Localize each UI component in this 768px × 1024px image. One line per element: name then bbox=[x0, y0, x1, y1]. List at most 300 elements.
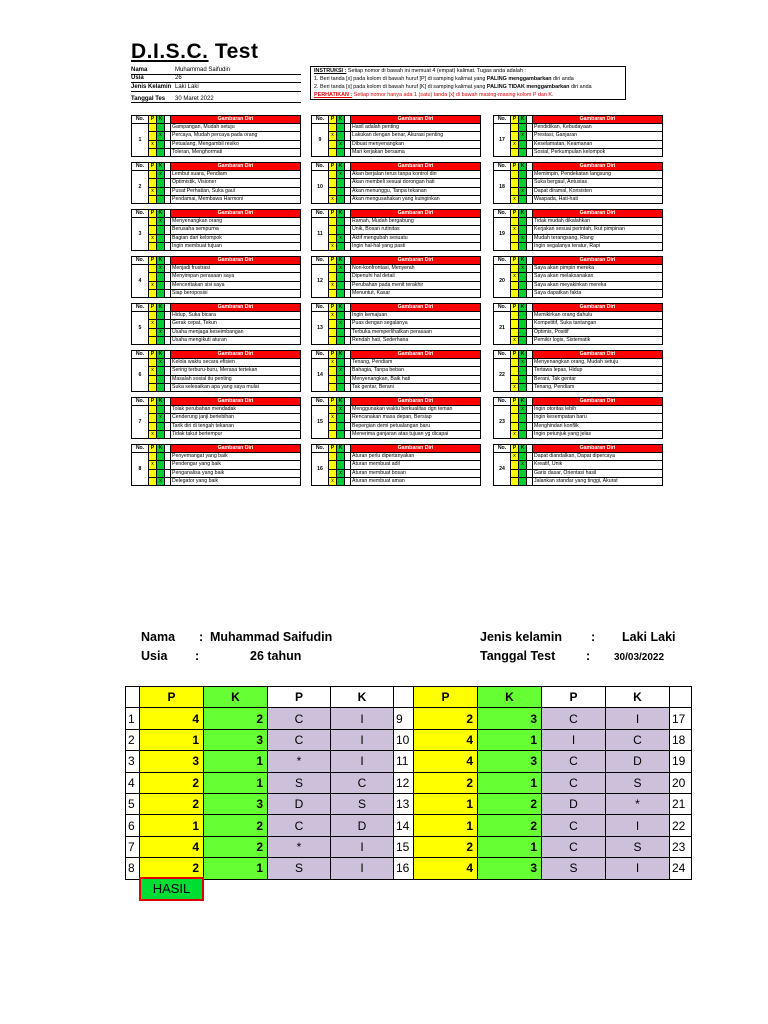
question-row bbox=[312, 265, 481, 273]
p-mark-cell[interactable] bbox=[329, 265, 337, 273]
instr-line1: 1. Beri tanda [x] pada kolom di bawah huruf [P] di samping kalimat yang bbox=[314, 76, 486, 82]
k-mark-cell[interactable] bbox=[157, 422, 165, 430]
instr-line1-emph: PALING menggambarkan bbox=[486, 76, 552, 82]
question-row bbox=[132, 359, 301, 367]
k-mark-cell[interactable] bbox=[337, 273, 345, 281]
k-mark-cell[interactable] bbox=[157, 336, 165, 344]
k-mark-cell[interactable] bbox=[519, 289, 527, 297]
p-mark-cell[interactable] bbox=[329, 226, 337, 234]
k-mark-cell[interactable] bbox=[519, 328, 527, 336]
question-row bbox=[494, 273, 663, 281]
question-number: 3 bbox=[132, 218, 149, 251]
instr-line2-end: diri anda bbox=[570, 84, 592, 90]
p-mark-cell[interactable] bbox=[329, 430, 337, 438]
k-mark-cell[interactable] bbox=[519, 320, 527, 328]
p-mark-cell[interactable] bbox=[149, 273, 157, 281]
question-row bbox=[312, 453, 481, 461]
k-mark-cell[interactable] bbox=[157, 461, 165, 469]
k-mark-cell[interactable]: x bbox=[157, 132, 165, 140]
p-mark-cell[interactable] bbox=[511, 414, 519, 422]
k-mark-cell[interactable] bbox=[519, 430, 527, 438]
k-mark-cell[interactable] bbox=[519, 218, 527, 226]
k-mark-cell[interactable] bbox=[337, 195, 345, 203]
k-mark-cell[interactable] bbox=[519, 124, 527, 132]
question-table bbox=[131, 256, 301, 298]
header-k: K bbox=[337, 351, 345, 359]
p-mark-cell[interactable] bbox=[149, 406, 157, 414]
k-mark-cell[interactable] bbox=[157, 273, 165, 281]
p-mark-cell[interactable] bbox=[149, 265, 157, 273]
p-mark-cell[interactable] bbox=[511, 367, 519, 375]
p-mark-cell[interactable] bbox=[511, 461, 519, 469]
question-row bbox=[494, 265, 663, 273]
k-mark-cell[interactable] bbox=[157, 383, 165, 391]
k-mark-cell[interactable] bbox=[157, 140, 165, 148]
k-mark-cell[interactable] bbox=[337, 312, 345, 320]
question-row bbox=[132, 273, 301, 281]
k-mark-cell[interactable] bbox=[337, 414, 345, 422]
k-mark-cell[interactable]: x bbox=[157, 265, 165, 273]
question-row bbox=[494, 226, 663, 234]
k-mark-cell[interactable] bbox=[519, 375, 527, 383]
k-mark-cell[interactable] bbox=[337, 226, 345, 234]
instr-intro: Setiap nomor di bawah ini memuat 4 (empat) kalimat. Tugas anda adalah : bbox=[347, 68, 526, 74]
p-mark-cell[interactable] bbox=[511, 281, 519, 289]
k-mark-cell[interactable] bbox=[337, 281, 345, 289]
p-mark-cell[interactable]: x bbox=[329, 414, 337, 422]
row-index: 7 bbox=[126, 836, 140, 857]
k-mark-cell[interactable]: x bbox=[519, 265, 527, 273]
k-mark-cell[interactable]: x bbox=[337, 406, 345, 414]
k-mark-cell[interactable]: x bbox=[157, 477, 165, 485]
p-mark-cell[interactable] bbox=[149, 414, 157, 422]
k-mark-cell[interactable] bbox=[337, 328, 345, 336]
p-mark-cell[interactable] bbox=[329, 367, 337, 375]
header-p: P bbox=[329, 116, 337, 124]
p-mark-cell[interactable] bbox=[149, 195, 157, 203]
k-type: I bbox=[331, 858, 394, 879]
question-header-row bbox=[494, 304, 663, 312]
p-mark-cell[interactable]: x bbox=[329, 281, 337, 289]
question-row bbox=[132, 328, 301, 336]
p-mark-cell[interactable] bbox=[511, 218, 519, 226]
header-p: P bbox=[149, 445, 157, 453]
k-mark-cell[interactable] bbox=[337, 242, 345, 250]
p-mark-cell[interactable] bbox=[329, 320, 337, 328]
k-count: 3 bbox=[478, 708, 542, 729]
statement-text: Saya akan melaksanakan bbox=[533, 273, 663, 281]
p-mark-cell[interactable]: x bbox=[149, 320, 157, 328]
k-mark-cell[interactable] bbox=[157, 469, 165, 477]
question-row bbox=[312, 406, 481, 414]
k-mark-cell[interactable] bbox=[519, 383, 527, 391]
k-mark-cell[interactable] bbox=[157, 195, 165, 203]
p-mark-cell[interactable] bbox=[149, 328, 157, 336]
results-row bbox=[126, 772, 692, 793]
k-mark-cell[interactable]: x bbox=[157, 328, 165, 336]
p-mark-cell[interactable] bbox=[511, 477, 519, 485]
p-mark-cell[interactable] bbox=[511, 289, 519, 297]
p-mark-cell[interactable] bbox=[329, 336, 337, 344]
question-header-row bbox=[494, 210, 663, 218]
k-mark-cell[interactable] bbox=[519, 148, 527, 156]
k-mark-cell[interactable] bbox=[519, 469, 527, 477]
statement-text: Aktif mengubah sesuatu bbox=[351, 234, 481, 242]
k-mark-cell[interactable]: x bbox=[519, 461, 527, 469]
statement-text: Saya akan meyakinkan mereka bbox=[533, 281, 663, 289]
k-mark-cell[interactable] bbox=[337, 124, 345, 132]
k-mark-cell[interactable] bbox=[157, 367, 165, 375]
header-desc: Gambaran Diri bbox=[351, 398, 481, 406]
p-mark-cell[interactable] bbox=[511, 422, 519, 430]
question-row bbox=[132, 234, 301, 242]
question-header-row bbox=[132, 304, 301, 312]
p-mark-cell[interactable]: x bbox=[511, 140, 519, 148]
statement-text: Ingin otoritas lebih bbox=[533, 406, 663, 414]
results-header-cell: P bbox=[414, 687, 478, 708]
k-mark-cell[interactable] bbox=[337, 375, 345, 383]
p-mark-cell[interactable]: x bbox=[329, 195, 337, 203]
header-desc: Gambaran Diri bbox=[351, 210, 481, 218]
p-mark-cell[interactable] bbox=[329, 124, 337, 132]
k-mark-cell[interactable] bbox=[519, 171, 527, 179]
p-mark-cell[interactable]: x bbox=[511, 430, 519, 438]
p-mark-cell[interactable] bbox=[149, 453, 157, 461]
p-mark-cell[interactable] bbox=[329, 179, 337, 187]
question-row bbox=[494, 406, 663, 414]
k-mark-cell[interactable] bbox=[157, 148, 165, 156]
k-mark-cell[interactable] bbox=[157, 242, 165, 250]
header-no: No. bbox=[312, 116, 329, 124]
statement-text: Ingin kemajuan bbox=[351, 312, 481, 320]
header-no: No. bbox=[312, 257, 329, 265]
p-mark-cell[interactable] bbox=[149, 148, 157, 156]
statement-text: Optimistik, Visioner bbox=[171, 179, 301, 187]
p-mark-cell[interactable] bbox=[511, 242, 519, 250]
k-mark-cell[interactable] bbox=[337, 179, 345, 187]
k-mark-cell[interactable] bbox=[157, 406, 165, 414]
results-row bbox=[126, 708, 692, 729]
p-mark-cell[interactable] bbox=[511, 359, 519, 367]
k-mark-cell[interactable] bbox=[337, 359, 345, 367]
k-mark-cell[interactable] bbox=[337, 148, 345, 156]
p-mark-cell[interactable] bbox=[329, 140, 337, 148]
header-k: K bbox=[519, 163, 527, 171]
p-mark-cell[interactable] bbox=[149, 289, 157, 297]
question-row bbox=[132, 242, 301, 250]
k-mark-cell[interactable] bbox=[337, 132, 345, 140]
p-mark-cell[interactable] bbox=[149, 312, 157, 320]
question-row bbox=[132, 132, 301, 140]
p-mark-cell[interactable] bbox=[149, 336, 157, 344]
question-row bbox=[494, 453, 663, 461]
question-table bbox=[131, 303, 301, 345]
p-mark-cell[interactable]: x bbox=[149, 234, 157, 242]
p-mark-cell[interactable] bbox=[329, 234, 337, 242]
statement-text: Masalah sosial itu penting bbox=[171, 375, 301, 383]
p-mark-cell[interactable]: x bbox=[511, 226, 519, 234]
results-header-row bbox=[126, 687, 692, 708]
p-mark-cell[interactable] bbox=[149, 375, 157, 383]
k-mark-cell[interactable] bbox=[519, 242, 527, 250]
k-mark-cell[interactable]: x bbox=[337, 265, 345, 273]
statement-text: Percaya, Mudah percaya pada orang bbox=[171, 132, 301, 140]
statement-text: Mudah terangsang, Riang bbox=[533, 234, 663, 242]
k-mark-cell[interactable]: x bbox=[157, 218, 165, 226]
header-k: K bbox=[519, 116, 527, 124]
k-mark-cell[interactable]: x bbox=[519, 132, 527, 140]
header-p: P bbox=[329, 398, 337, 406]
k-mark-cell[interactable] bbox=[337, 289, 345, 297]
statement-text: Pusat Perhatian, Suka gaul bbox=[171, 187, 301, 195]
info-row bbox=[131, 66, 301, 75]
question-table bbox=[493, 444, 663, 486]
p-mark-cell[interactable]: x bbox=[329, 132, 337, 140]
k-mark-cell[interactable] bbox=[157, 124, 165, 132]
p-mark-cell[interactable] bbox=[149, 422, 157, 430]
k-mark-cell[interactable] bbox=[337, 218, 345, 226]
row-index: 20 bbox=[670, 772, 692, 793]
k-mark-cell[interactable] bbox=[519, 273, 527, 281]
p-mark-cell[interactable]: x bbox=[149, 140, 157, 148]
k-mark-cell[interactable] bbox=[337, 383, 345, 391]
k-mark-cell[interactable] bbox=[519, 195, 527, 203]
p-mark-cell[interactable] bbox=[511, 148, 519, 156]
k-mark-cell[interactable] bbox=[519, 281, 527, 289]
p-mark-cell[interactable] bbox=[511, 132, 519, 140]
k-mark-cell[interactable]: x bbox=[519, 359, 527, 367]
question-number: 8 bbox=[132, 453, 149, 486]
p-mark-cell[interactable]: x bbox=[511, 336, 519, 344]
p-mark-cell[interactable] bbox=[329, 375, 337, 383]
question-header-row bbox=[494, 351, 663, 359]
p-mark-cell[interactable] bbox=[329, 148, 337, 156]
k-mark-cell[interactable]: x bbox=[519, 234, 527, 242]
row-index: 17 bbox=[670, 708, 692, 729]
k-mark-cell[interactable] bbox=[337, 336, 345, 344]
row-index: 5 bbox=[126, 793, 140, 814]
k-mark-cell[interactable] bbox=[519, 140, 527, 148]
p-mark-cell[interactable] bbox=[149, 132, 157, 140]
header-desc: Gambaran Diri bbox=[351, 445, 481, 453]
question-row bbox=[494, 375, 663, 383]
k-mark-cell[interactable] bbox=[519, 453, 527, 461]
k-mark-cell[interactable]: x bbox=[337, 469, 345, 477]
p-mark-cell[interactable] bbox=[511, 469, 519, 477]
p-mark-cell[interactable] bbox=[149, 218, 157, 226]
k-mark-cell[interactable] bbox=[157, 234, 165, 242]
p-mark-cell[interactable] bbox=[149, 226, 157, 234]
p-mark-cell[interactable] bbox=[329, 453, 337, 461]
p-mark-cell[interactable]: x bbox=[329, 312, 337, 320]
k-mark-cell[interactable]: x bbox=[337, 140, 345, 148]
p-mark-cell[interactable] bbox=[149, 124, 157, 132]
k-mark-cell[interactable] bbox=[519, 312, 527, 320]
p-mark-cell[interactable] bbox=[149, 383, 157, 391]
p-mark-cell[interactable] bbox=[329, 383, 337, 391]
identity-block bbox=[131, 66, 301, 103]
k-mark-cell[interactable]: x bbox=[337, 171, 345, 179]
k-mark-cell[interactable] bbox=[519, 477, 527, 485]
p-mark-cell[interactable] bbox=[329, 289, 337, 297]
p-count: 2 bbox=[414, 772, 478, 793]
question-row bbox=[494, 336, 663, 344]
question-header-row bbox=[132, 445, 301, 453]
k-mark-cell[interactable] bbox=[519, 422, 527, 430]
k-mark-cell[interactable] bbox=[519, 336, 527, 344]
question-header-row bbox=[494, 116, 663, 124]
k-count: 1 bbox=[478, 836, 542, 857]
p-mark-cell[interactable] bbox=[511, 406, 519, 414]
p-mark-cell[interactable]: x bbox=[511, 383, 519, 391]
p-mark-cell[interactable] bbox=[511, 124, 519, 132]
question-row bbox=[494, 312, 663, 320]
header-no: No. bbox=[312, 163, 329, 171]
k-mark-cell[interactable] bbox=[337, 477, 345, 485]
k-mark-cell[interactable] bbox=[157, 187, 165, 195]
k-mark-cell[interactable] bbox=[157, 179, 165, 187]
header-k: K bbox=[157, 304, 165, 312]
k-count: 1 bbox=[478, 772, 542, 793]
hasil-button[interactable]: HASIL bbox=[139, 877, 204, 901]
statement-text: Terbuka memperlihatkan perasaan bbox=[351, 328, 481, 336]
p-count: 2 bbox=[414, 708, 478, 729]
k-count: 2 bbox=[204, 815, 268, 836]
question-number: 20 bbox=[494, 265, 511, 298]
question-header-row bbox=[312, 398, 481, 406]
k-mark-cell[interactable] bbox=[157, 226, 165, 234]
p-mark-cell[interactable] bbox=[511, 171, 519, 179]
p-mark-cell[interactable] bbox=[329, 422, 337, 430]
k-mark-cell[interactable]: x bbox=[519, 187, 527, 195]
header-k: K bbox=[157, 210, 165, 218]
p-mark-cell[interactable]: x bbox=[149, 281, 157, 289]
p-mark-cell[interactable]: x bbox=[329, 242, 337, 250]
question-row bbox=[132, 406, 301, 414]
p-mark-cell[interactable]: x bbox=[149, 367, 157, 375]
p-mark-cell[interactable]: x bbox=[329, 359, 337, 367]
statement-text: Puas dengan segalanya bbox=[351, 320, 481, 328]
k-mark-cell[interactable]: x bbox=[157, 171, 165, 179]
k-mark-cell[interactable] bbox=[157, 312, 165, 320]
k-mark-cell[interactable] bbox=[157, 289, 165, 297]
p-mark-cell[interactable] bbox=[511, 187, 519, 195]
k-mark-cell[interactable] bbox=[337, 461, 345, 469]
p-mark-cell[interactable] bbox=[511, 179, 519, 187]
p-mark-cell[interactable]: x bbox=[511, 195, 519, 203]
header-k: K bbox=[157, 445, 165, 453]
p-mark-cell[interactable] bbox=[149, 477, 157, 485]
question-number: 24 bbox=[494, 453, 511, 486]
row-index: 3 bbox=[126, 751, 140, 772]
p-mark-cell[interactable] bbox=[511, 320, 519, 328]
p-mark-cell[interactable] bbox=[511, 234, 519, 242]
question-number: 18 bbox=[494, 171, 511, 204]
k-mark-cell[interactable] bbox=[337, 430, 345, 438]
k-mark-cell[interactable] bbox=[337, 422, 345, 430]
p-mark-cell[interactable]: x bbox=[149, 461, 157, 469]
p-mark-cell[interactable]: x bbox=[511, 273, 519, 281]
header-desc: Gambaran Diri bbox=[171, 163, 301, 171]
p-mark-cell[interactable] bbox=[511, 265, 519, 273]
p-mark-cell[interactable] bbox=[329, 187, 337, 195]
p-mark-cell[interactable]: x bbox=[149, 430, 157, 438]
p-mark-cell[interactable] bbox=[329, 469, 337, 477]
p-type: D bbox=[542, 793, 606, 814]
k-mark-cell[interactable] bbox=[157, 453, 165, 461]
k-count: 2 bbox=[204, 836, 268, 857]
k-mark-cell[interactable] bbox=[157, 281, 165, 289]
statement-text: Akan menunggu, Tanpa tekanan bbox=[351, 187, 481, 195]
question-row bbox=[312, 469, 481, 477]
k-type: S bbox=[331, 793, 394, 814]
p-mark-cell[interactable]: x bbox=[511, 453, 519, 461]
header-no: No. bbox=[132, 116, 149, 124]
p-mark-cell[interactable] bbox=[149, 469, 157, 477]
p-count: 4 bbox=[414, 729, 478, 750]
question-row bbox=[494, 281, 663, 289]
k-count: 1 bbox=[204, 858, 268, 879]
p-mark-cell[interactable] bbox=[149, 171, 157, 179]
p-mark-cell[interactable] bbox=[511, 375, 519, 383]
p-mark-cell[interactable] bbox=[329, 406, 337, 414]
p-mark-cell[interactable] bbox=[329, 218, 337, 226]
k-mark-cell[interactable] bbox=[519, 226, 527, 234]
header-k: K bbox=[337, 257, 345, 265]
k-type: I bbox=[606, 858, 670, 879]
k-mark-cell[interactable]: x bbox=[519, 406, 527, 414]
p-type: I bbox=[542, 729, 606, 750]
k-mark-cell[interactable] bbox=[157, 430, 165, 438]
k-mark-cell[interactable]: x bbox=[337, 320, 345, 328]
header-p: P bbox=[149, 163, 157, 171]
k-mark-cell[interactable] bbox=[157, 375, 165, 383]
question-row bbox=[132, 187, 301, 195]
k-mark-cell[interactable] bbox=[519, 414, 527, 422]
p-mark-cell[interactable] bbox=[149, 359, 157, 367]
statement-text: Menjadi frustrasi bbox=[171, 265, 301, 273]
p-mark-cell[interactable] bbox=[511, 312, 519, 320]
p-mark-cell[interactable] bbox=[511, 328, 519, 336]
p-count: 3 bbox=[140, 751, 204, 772]
p-mark-cell[interactable]: x bbox=[149, 187, 157, 195]
k-mark-cell[interactable] bbox=[519, 179, 527, 187]
k-mark-cell[interactable] bbox=[337, 187, 345, 195]
p-type: D bbox=[268, 793, 331, 814]
p-mark-cell[interactable]: x bbox=[329, 477, 337, 485]
k-mark-cell[interactable] bbox=[337, 453, 345, 461]
p-mark-cell[interactable] bbox=[329, 461, 337, 469]
question-table bbox=[131, 115, 301, 157]
header-desc: Gambaran Diri bbox=[171, 210, 301, 218]
k-mark-cell[interactable]: x bbox=[337, 367, 345, 375]
p-mark-cell[interactable] bbox=[149, 179, 157, 187]
k-mark-cell[interactable]: x bbox=[337, 234, 345, 242]
p-mark-cell[interactable] bbox=[329, 273, 337, 281]
k-mark-cell[interactable]: x bbox=[157, 414, 165, 422]
question-row bbox=[132, 140, 301, 148]
k-mark-cell[interactable] bbox=[519, 367, 527, 375]
p-count: 1 bbox=[414, 793, 478, 814]
k-mark-cell[interactable] bbox=[157, 320, 165, 328]
k-mark-cell[interactable]: x bbox=[157, 359, 165, 367]
p-mark-cell[interactable] bbox=[149, 242, 157, 250]
p-mark-cell[interactable] bbox=[329, 328, 337, 336]
question-row bbox=[312, 328, 481, 336]
p-mark-cell[interactable] bbox=[329, 171, 337, 179]
header-desc: Gambaran Diri bbox=[533, 163, 663, 171]
k-type: I bbox=[606, 815, 670, 836]
